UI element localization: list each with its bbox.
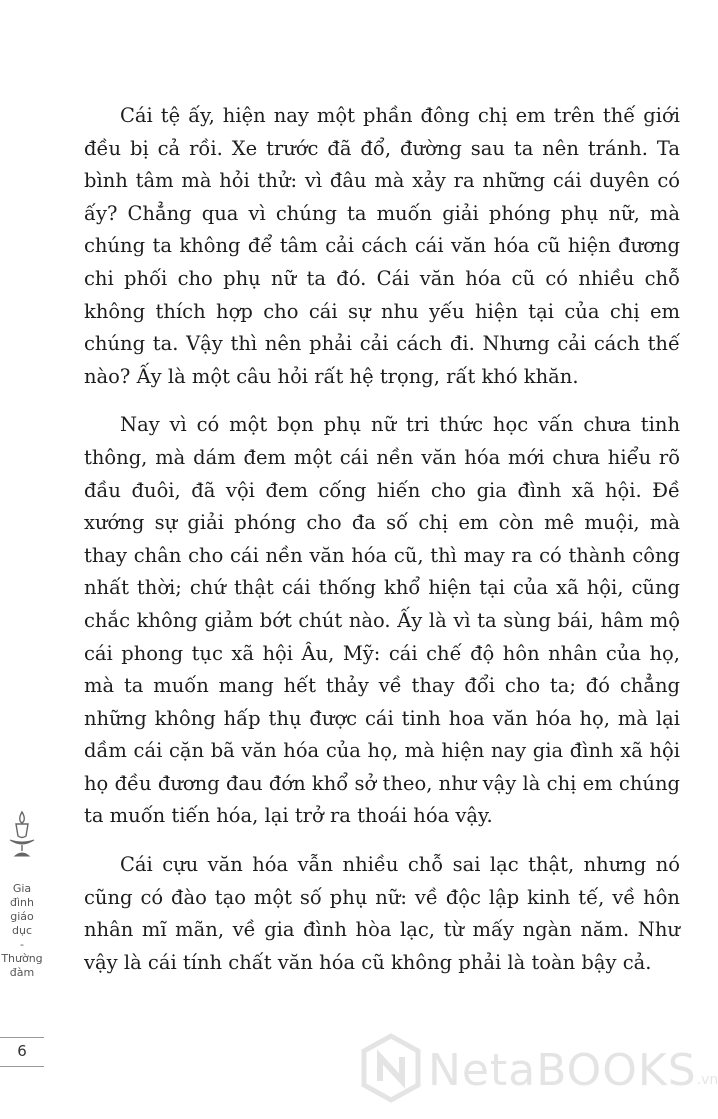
page-number-rule-top <box>0 1037 44 1038</box>
paragraph: Nay vì có một bọn phụ nữ tri thức học vấn chưa tinh thông, mà dám đem một cái nền văn hóa mới chưa hiểu rõ đầu đuôi, đã vội đem cống hiến cho gia đình xã hội. Đề xướng sự giải phóng cho đa số chị em còn mê muội, mà thay chân cho cái nền văn hóa cũ, thì may ra có thành công nhất thời; chứ thật cái thống khổ hiện tại của xã hội, cũng chắc không giảm bớt chút nào. Ấy là vì ta sùng bái, hâm mộ cái phong tục xã hội Âu, Mỹ: cái chế độ hôn nhân của họ, mà ta muốn mang hết thảy về thay đổi cho ta; đó chẳng những không hấp thụ được cái tinh hoa văn hóa họ, mà lại dầm cái cặn bã văn hóa của họ, mà hiện nay gia đình xã hội họ đều đương đau đớn khổ sở theo, như vậy là chị em chúng ta muốn tiến hóa, lại trở ra thoái hóa vậy. <box>84 413 680 828</box>
series-title-line: - <box>20 938 24 951</box>
page-number-rule-bottom <box>0 1066 44 1067</box>
running-sidebar <box>0 810 44 980</box>
netabooks-logo-icon <box>360 1033 422 1107</box>
series-title-line: giáo <box>10 910 34 923</box>
watermark-brand: NetaBOOKS <box>428 1044 697 1096</box>
page-number: 6 <box>17 1042 27 1060</box>
series-title-line: đàm <box>9 966 35 979</box>
series-title <box>0 882 44 980</box>
series-title-line: dục <box>11 924 32 937</box>
series-title-line: Thường <box>1 952 43 965</box>
paragraph: Cái tệ ấy, hiện nay một phần đông chị em trên thế giới đều bị cả rồi. Xe trước đã đổ, đường sau ta nên tránh. Ta bình tâm mà hỏi thử: vì đâu mà xảy ra những cái duyên có ấy? Chẳng qua vì chúng ta muốn giải phóng phụ nữ, mà chúng ta không để tâm cải cách cái văn hóa cũ hiện đương chi phối cho phụ nữ ta đó. Cái văn hóa cũ có nhiều chỗ không thích hợp cho cái sự nhu yếu hiện tại của chị em chúng ta. Vậy thì nên phải cải cách đi. Nhưng cải cách thế nào? Ấy là một câu hỏi rất hệ trọng, rất khó khăn. <box>84 104 680 388</box>
series-title-line: Gia <box>12 882 32 895</box>
oil-lamp-icon <box>0 810 44 860</box>
watermark-suffix: .vn <box>696 1072 718 1088</box>
watermark <box>360 1030 718 1110</box>
series-title-line: đình <box>10 896 34 909</box>
paragraph: Cái cựu văn hóa vẫn nhiều chỗ sai lạc thật, nhưng nó cũng có đào tạo một số phụ nữ: về độc lập kinh tế, về hôn nhân mĩ mãn, về gia đình hòa lạc, từ mấy ngàn năm. Như vậy là cái tính chất văn hóa cũ không phải là toàn bậy cả. <box>84 853 680 974</box>
body-text <box>84 100 680 995</box>
